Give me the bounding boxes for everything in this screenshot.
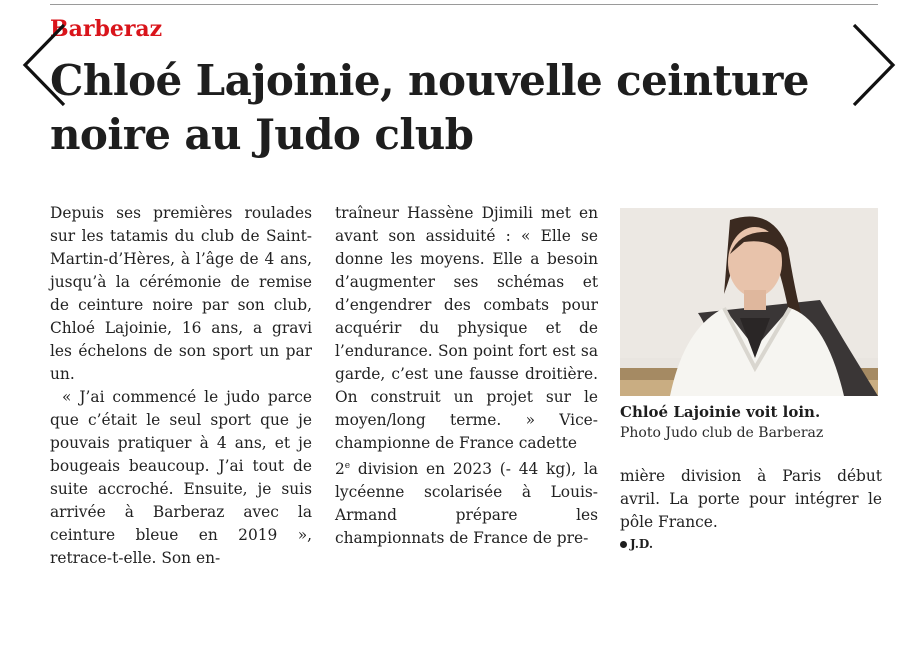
article-column-1 [50, 202, 312, 570]
judoka-portrait-image [620, 208, 878, 396]
paragraph-division [335, 455, 598, 550]
rubric-label: Barberaz [50, 16, 163, 42]
next-button[interactable] [850, 22, 898, 108]
article-column-2 [335, 202, 598, 550]
division-ordinal: 2 [335, 460, 345, 479]
previous-button[interactable] [20, 22, 68, 108]
photo-caption [620, 402, 882, 444]
paragraph-closing: mière division à Paris début avril. La porte pour intégrer le pôle France. [620, 467, 882, 531]
paragraph-intro: Depuis ses premières roulades sur les tatamis du club de Saint-Martin-d’Hères, à l’âge de 4 ans, jusqu’à la cérémonie de remise de ceinture noire par son club, Chloé Lajoinie, 16 ans, a gravi les échelons de son sport un par un. [50, 204, 312, 383]
top-rule [50, 4, 878, 5]
chevron-right-icon [850, 22, 898, 108]
headline: Chloé Lajoinie, nouvelle ceinture noire au Judo club [50, 56, 809, 159]
article-column-3 [620, 465, 882, 534]
chevron-left-icon [20, 22, 68, 108]
bullet-dot-icon [620, 541, 627, 548]
paragraph-division-text: division en 2023 (- 44 kg), la lycéenne scolarisée à Louis-Armand prépare les championnats de France de pre- [335, 460, 598, 548]
article-photo [620, 208, 878, 396]
paragraph-coach: traîneur Hassène Djimili met en avant son assiduité : « Elle se donne les moyens. Elle a besoin d’augmenter ses schémas et d’engendrer des combats pour acquérir du physique et de l’endurance. Son point fort est sa garde, c’est une fausse droitière. On construit un projet sur le moyen/long terme. » Vice-championne de France cadette [335, 204, 598, 452]
paragraph-quote: « J’ai commencé le judo parce que c’était le seul sport que je pouvais pratiquer à 4 ans, et je bougeais beaucoup. J’ai tout de suite accroché. Ensuite, je suis arrivée à Barberaz avec la ceinture bleue en 2019 », retrace-t-elle. Son en- [50, 388, 312, 567]
division-ordinal-sup: e [344, 461, 351, 471]
caption-credit: Photo Judo club de Barberaz [620, 425, 824, 441]
author-signature [620, 537, 653, 551]
signature-text: J.D. [630, 537, 654, 551]
caption-title: Chloé Lajoinie voit loin. [620, 403, 821, 421]
